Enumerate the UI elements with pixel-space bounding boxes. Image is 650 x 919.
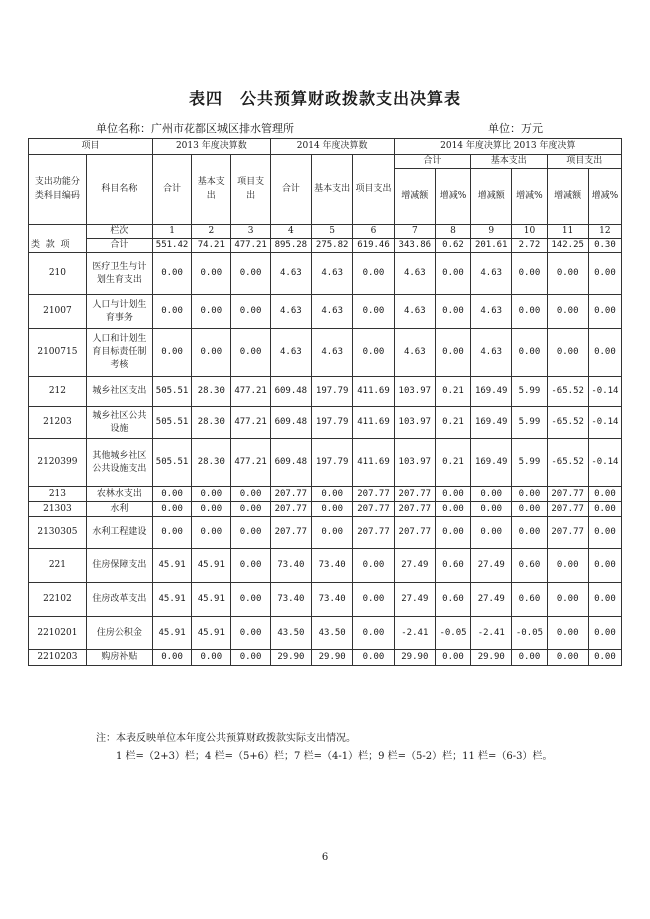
row-value: 73.40	[270, 583, 311, 617]
table-notes	[96, 730, 552, 766]
row-name: 购房补贴	[86, 650, 152, 666]
row-name: 住房保障支出	[86, 549, 152, 583]
sum-value: 551.42	[152, 239, 191, 253]
row-value: 0.00	[231, 583, 270, 617]
row-value: 4.63	[312, 295, 353, 329]
header-2014-project: 项目支出	[353, 155, 394, 225]
table-row	[29, 617, 622, 650]
row-value: 45.91	[192, 583, 231, 617]
row-name: 水利	[86, 502, 152, 517]
header-change-amt: 增减额	[394, 169, 435, 225]
row-value: 0.00	[512, 329, 547, 377]
row-value: 0.00	[231, 549, 270, 583]
row-value: 0.00	[588, 549, 621, 583]
row-value: 4.63	[270, 253, 311, 295]
row-value: 4.63	[270, 295, 311, 329]
row-value: 0.00	[231, 517, 270, 549]
header-change-amt: 增减额	[471, 169, 512, 225]
row-value: 0.00	[192, 329, 231, 377]
row-value: -65.52	[547, 377, 588, 407]
header-2013: 2013 年度决算数	[152, 139, 270, 155]
col-num: 6	[353, 225, 394, 239]
row-value: 609.48	[270, 407, 311, 439]
header-kuan: 款	[45, 240, 55, 251]
note-line-2: 1 栏=（2+3）栏；4 栏=（5+6）栏；7 栏=（4-1）栏；9 栏=（5-2）栏；11 栏=（6-3）栏。	[116, 751, 553, 762]
row-value: 477.21	[231, 439, 270, 487]
row-code: 2100715	[29, 329, 87, 377]
row-value: 0.00	[435, 329, 470, 377]
row-value: 0.00	[435, 295, 470, 329]
col-num: 1	[152, 225, 191, 239]
row-value: 0.00	[152, 502, 191, 517]
row-name: 城乡社区支出	[86, 377, 152, 407]
column-label: 栏次	[86, 225, 152, 239]
row-value: 5.99	[512, 439, 547, 487]
header-func-code: 支出功能分类科目编码	[29, 155, 87, 225]
row-value: 207.77	[547, 502, 588, 517]
header-cmp-total: 合计	[394, 155, 470, 169]
table-row	[29, 439, 622, 487]
row-value: 0.00	[547, 583, 588, 617]
row-value: 0.00	[588, 583, 621, 617]
page-title: 表四 公共预算财政拨款支出决算表	[188, 89, 461, 108]
row-value: 29.90	[312, 650, 353, 666]
row-value: 0.00	[588, 487, 621, 502]
row-value: 0.00	[471, 502, 512, 517]
header-2013-total: 合计	[152, 155, 191, 225]
sum-value: 619.46	[353, 239, 394, 253]
row-code: 22102	[29, 583, 87, 617]
table-body	[29, 139, 622, 666]
row-value: 4.63	[312, 329, 353, 377]
sum-label: 合计	[86, 239, 152, 253]
row-value: 4.63	[394, 295, 435, 329]
unit-name: 单位名称：广州市花都区城区排水管理所	[96, 122, 294, 135]
col-num: 10	[512, 225, 547, 239]
row-value: 43.50	[270, 617, 311, 650]
row-value: 73.40	[312, 549, 353, 583]
row-name: 住房改革支出	[86, 583, 152, 617]
row-value: 0.00	[353, 650, 394, 666]
col-num: 7	[394, 225, 435, 239]
row-value: 0.00	[152, 650, 191, 666]
row-value: 505.51	[152, 377, 191, 407]
row-value: 28.30	[192, 407, 231, 439]
row-value: 5.99	[512, 377, 547, 407]
col-num: 2	[192, 225, 231, 239]
row-value: 0.00	[588, 617, 621, 650]
col-num: 9	[471, 225, 512, 239]
row-value: 27.49	[471, 549, 512, 583]
row-value: 0.60	[435, 583, 470, 617]
row-value: 0.00	[353, 329, 394, 377]
row-value: 477.21	[231, 407, 270, 439]
row-value: 411.69	[353, 439, 394, 487]
row-value: 45.91	[152, 549, 191, 583]
row-value: 0.00	[512, 650, 547, 666]
row-value: 197.79	[312, 407, 353, 439]
row-name: 农林水支出	[86, 487, 152, 502]
row-code: 210	[29, 253, 87, 295]
row-value: 0.00	[192, 295, 231, 329]
row-value: 29.90	[471, 650, 512, 666]
table-row	[29, 329, 622, 377]
row-value: 0.21	[435, 407, 470, 439]
row-value: 169.49	[471, 407, 512, 439]
sum-value: 74.21	[192, 239, 231, 253]
sum-value: 0.62	[435, 239, 470, 253]
row-value: 103.97	[394, 377, 435, 407]
row-value: 28.30	[192, 377, 231, 407]
row-value: 0.00	[512, 517, 547, 549]
header-xiang: 项	[60, 240, 70, 251]
row-code: 21203	[29, 407, 87, 439]
row-value: 0.00	[192, 650, 231, 666]
row-value: 4.63	[270, 329, 311, 377]
row-value: 0.00	[588, 329, 621, 377]
sum-value: 477.21	[231, 239, 270, 253]
row-value: 0.00	[152, 329, 191, 377]
col-num: 12	[588, 225, 621, 239]
row-value: 0.00	[547, 295, 588, 329]
sum-value: 142.25	[547, 239, 588, 253]
row-code: 212	[29, 377, 87, 407]
row-code: 21007	[29, 295, 87, 329]
row-value: 0.00	[512, 487, 547, 502]
col-num: 3	[231, 225, 270, 239]
row-code: 2210201	[29, 617, 87, 650]
row-value: 0.00	[588, 295, 621, 329]
header-cmp-project: 项目支出	[547, 155, 622, 169]
row-value: -0.14	[588, 407, 621, 439]
row-value: 29.90	[394, 650, 435, 666]
row-value: -2.41	[394, 617, 435, 650]
row-value: 0.00	[192, 253, 231, 295]
row-name: 医疗卫生与计划生育支出	[86, 253, 152, 295]
row-value: 0.00	[353, 295, 394, 329]
row-value: 0.00	[192, 517, 231, 549]
row-value: 0.00	[471, 487, 512, 502]
header-change-amt: 增减额	[547, 169, 588, 225]
currency-unit: 单位：万元	[488, 122, 543, 135]
row-value: 103.97	[394, 407, 435, 439]
row-value: 4.63	[394, 329, 435, 377]
row-code: 21303	[29, 502, 87, 517]
row-value: 0.00	[231, 650, 270, 666]
row-value: 0.00	[547, 650, 588, 666]
row-value: 207.77	[353, 502, 394, 517]
row-value: 0.00	[547, 617, 588, 650]
row-value: 27.49	[394, 549, 435, 583]
row-value: 0.00	[588, 517, 621, 549]
header-change-pct: 增减%	[512, 169, 547, 225]
row-value: 45.91	[192, 617, 231, 650]
row-value: 207.77	[394, 517, 435, 549]
row-value: 0.00	[588, 502, 621, 517]
row-value: 0.00	[353, 617, 394, 650]
row-value: 0.00	[547, 329, 588, 377]
row-value: -65.52	[547, 439, 588, 487]
sum-value: 201.61	[471, 239, 512, 253]
table-row	[29, 295, 622, 329]
column-number-row	[29, 225, 622, 239]
row-value: 0.60	[512, 583, 547, 617]
row-value: 0.00	[152, 253, 191, 295]
row-name: 住房公积金	[86, 617, 152, 650]
row-value: 73.40	[312, 583, 353, 617]
header-cmp-basic: 基本支出	[471, 155, 547, 169]
row-value: 0.00	[435, 253, 470, 295]
row-value: 197.79	[312, 377, 353, 407]
sum-value: 0.30	[588, 239, 621, 253]
row-value: 4.63	[312, 253, 353, 295]
header-compare: 2014 年度决算比 2013 年度决算	[394, 139, 621, 155]
row-value: 0.00	[312, 502, 353, 517]
row-value: 45.91	[152, 617, 191, 650]
row-value: 0.00	[231, 617, 270, 650]
col-num: 8	[435, 225, 470, 239]
col-num: 5	[312, 225, 353, 239]
sum-value: 275.82	[312, 239, 353, 253]
row-value: -0.05	[512, 617, 547, 650]
row-value: 0.00	[512, 253, 547, 295]
row-value: -0.14	[588, 377, 621, 407]
row-value: 0.00	[192, 487, 231, 502]
row-value: 0.00	[312, 487, 353, 502]
expenditure-table	[28, 138, 622, 666]
table-row	[29, 377, 622, 407]
row-value: 0.00	[353, 253, 394, 295]
row-value: 0.21	[435, 439, 470, 487]
header-subject-name: 科目名称	[86, 155, 152, 225]
header-2013-basic: 基本支出	[192, 155, 231, 225]
sum-value: 343.86	[394, 239, 435, 253]
row-name: 水利工程建设	[86, 517, 152, 549]
col-num: 4	[270, 225, 311, 239]
row-value: 0.00	[547, 253, 588, 295]
row-value: 0.00	[353, 583, 394, 617]
row-code: 213	[29, 487, 87, 502]
row-value: 27.49	[471, 583, 512, 617]
row-value: 0.00	[435, 502, 470, 517]
row-value: 0.00	[312, 517, 353, 549]
row-value: 0.00	[435, 517, 470, 549]
row-value: 207.77	[353, 517, 394, 549]
row-value: 411.69	[353, 377, 394, 407]
header-item: 项目	[29, 139, 153, 155]
row-value: 4.63	[471, 329, 512, 377]
sum-row	[29, 239, 622, 253]
row-value: 609.48	[270, 439, 311, 487]
row-value: 45.91	[152, 583, 191, 617]
row-value: 609.48	[270, 377, 311, 407]
row-value: 0.00	[231, 329, 270, 377]
header-lei: 类	[31, 240, 41, 251]
row-value: 103.97	[394, 439, 435, 487]
row-value: 0.00	[353, 549, 394, 583]
row-value: 0.21	[435, 377, 470, 407]
row-value: -0.14	[588, 439, 621, 487]
header-row-1	[29, 139, 622, 155]
row-value: 207.77	[547, 517, 588, 549]
header-change-pct: 增减%	[588, 169, 621, 225]
page-number: 6	[321, 852, 329, 863]
header-change-pct: 增减%	[435, 169, 470, 225]
row-value: 207.77	[270, 487, 311, 502]
row-value: 505.51	[152, 407, 191, 439]
row-value: 0.00	[435, 487, 470, 502]
row-value: 29.90	[270, 650, 311, 666]
header-2013-project: 项目支出	[231, 155, 270, 225]
col-num: 11	[547, 225, 588, 239]
table-row	[29, 517, 622, 549]
table-row	[29, 650, 622, 666]
row-value: 28.30	[192, 439, 231, 487]
row-value: 0.60	[512, 549, 547, 583]
header-row-2	[29, 155, 622, 169]
table-row	[29, 549, 622, 583]
row-value: 207.77	[394, 487, 435, 502]
row-value: 505.51	[152, 439, 191, 487]
row-value: 45.91	[192, 549, 231, 583]
header-2014-total: 合计	[270, 155, 311, 225]
row-value: 0.00	[588, 650, 621, 666]
sum-value: 895.28	[270, 239, 311, 253]
row-value: 4.63	[471, 253, 512, 295]
row-value: 0.00	[152, 295, 191, 329]
row-value: 0.00	[231, 253, 270, 295]
row-name: 人口与计划生育事务	[86, 295, 152, 329]
row-value: 0.00	[471, 517, 512, 549]
row-value: 0.00	[231, 295, 270, 329]
row-value: 4.63	[471, 295, 512, 329]
table-row	[29, 253, 622, 295]
note-line-1: 注：本表反映单位本年度公共预算财政拨款实际支出情况。	[96, 733, 356, 744]
row-value: -2.41	[471, 617, 512, 650]
row-value: 207.77	[270, 502, 311, 517]
row-code: 2120399	[29, 439, 87, 487]
row-value: 5.99	[512, 407, 547, 439]
row-value: 0.00	[152, 517, 191, 549]
row-value: 0.00	[152, 487, 191, 502]
table-row	[29, 583, 622, 617]
row-value: 0.00	[512, 502, 547, 517]
row-value: 411.69	[353, 407, 394, 439]
row-value: 207.77	[270, 517, 311, 549]
header-2014-basic: 基本支出	[312, 155, 353, 225]
header-2014: 2014 年度决算数	[270, 139, 394, 155]
row-value: 43.50	[312, 617, 353, 650]
row-value: 0.00	[231, 502, 270, 517]
row-name: 人口和计划生育目标责任制考核	[86, 329, 152, 377]
row-value: 477.21	[231, 377, 270, 407]
row-value: 0.00	[512, 295, 547, 329]
row-name: 其他城乡社区公共设施支出	[86, 439, 152, 487]
row-value: 0.00	[547, 549, 588, 583]
row-name: 城乡社区公共设施	[86, 407, 152, 439]
row-value: 0.00	[435, 650, 470, 666]
row-value: 27.49	[394, 583, 435, 617]
row-value: 73.40	[270, 549, 311, 583]
row-value: 207.77	[353, 487, 394, 502]
row-value: 197.79	[312, 439, 353, 487]
sum-value: 2.72	[512, 239, 547, 253]
table-row	[29, 407, 622, 439]
row-code: 221	[29, 549, 87, 583]
row-value: -65.52	[547, 407, 588, 439]
row-code: 2130305	[29, 517, 87, 549]
lei-kuan-xiang	[29, 225, 87, 253]
row-value: 0.00	[588, 253, 621, 295]
row-value: 0.00	[231, 487, 270, 502]
row-value: 0.00	[192, 502, 231, 517]
row-value: 207.77	[394, 502, 435, 517]
table-row	[29, 487, 622, 502]
row-code: 2210203	[29, 650, 87, 666]
row-value: 4.63	[394, 253, 435, 295]
row-value: 0.60	[435, 549, 470, 583]
table-row	[29, 502, 622, 517]
row-value: 207.77	[547, 487, 588, 502]
row-value: 169.49	[471, 377, 512, 407]
row-value: 169.49	[471, 439, 512, 487]
row-value: -0.05	[435, 617, 470, 650]
